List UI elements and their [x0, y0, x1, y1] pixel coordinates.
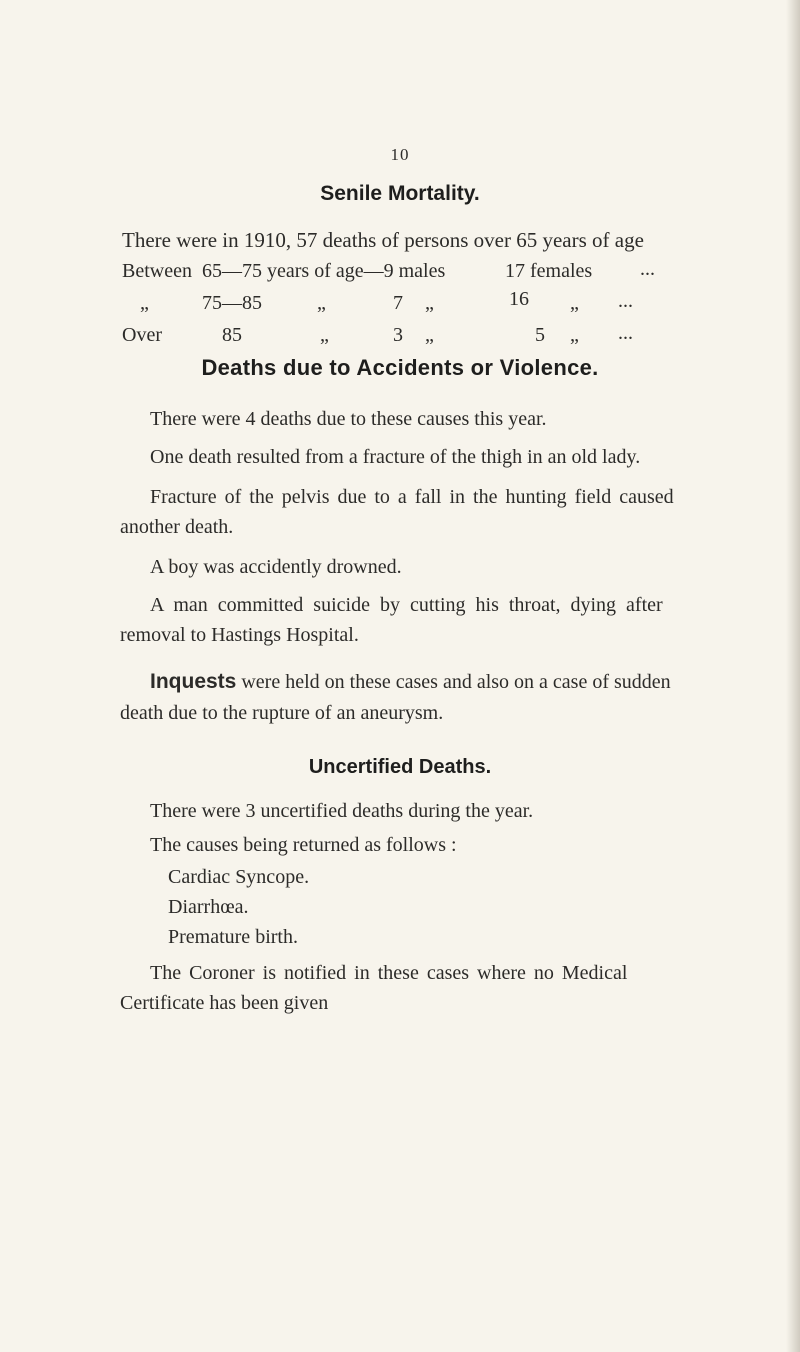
inquests-text: were held on these cases and also on a case of sudden: [241, 671, 671, 693]
row-range: 65—75 years of age—9 males: [202, 260, 446, 282]
inquests-paragraph: [150, 670, 671, 694]
accidents-paragraph: One death resulted from a fracture of the thigh in an old lady.: [150, 446, 641, 468]
ditto-mark: „: [320, 324, 329, 346]
uncertified-paragraph: There were 3 uncertified deaths during the year.: [150, 800, 534, 822]
uncertified-paragraph: The causes being returned as follows :: [150, 834, 457, 856]
row-dots: ...: [618, 322, 633, 344]
uncertified-paragraph-cont: Certificate has been given: [120, 992, 329, 1014]
ditto-mark: „: [425, 292, 434, 314]
ditto-mark: „: [570, 324, 579, 346]
accidents-paragraph-cont: another death.: [120, 516, 234, 538]
page-number: 10: [390, 145, 410, 164]
row-males: 3: [393, 324, 403, 346]
accidents-paragraph: A man committed suicide by cutting his throat, dying after: [150, 594, 663, 616]
row-label: Over: [122, 324, 162, 346]
row-females: 17 females: [505, 260, 593, 282]
row-label: Between: [122, 260, 192, 282]
row-label: „: [140, 292, 149, 314]
senile-intro: There were in 1910, 57 deaths of persons over 65 years of age: [122, 228, 644, 252]
cause-item: Premature birth.: [168, 926, 298, 948]
row-dots: ...: [640, 258, 655, 280]
heading-accidents: Deaths due to Accidents or Violence.: [201, 355, 599, 380]
accidents-paragraph: A boy was accidently drowned.: [150, 556, 402, 578]
accidents-paragraph-cont: removal to Hastings Hospital.: [120, 624, 359, 646]
row-females: 16: [509, 288, 529, 310]
row-range: 75—85: [202, 292, 262, 314]
accidents-paragraph: There were 4 deaths due to these causes this year.: [150, 408, 547, 430]
row-females: 5: [535, 324, 545, 346]
row-range: 85: [222, 324, 242, 346]
cause-item: Cardiac Syncope.: [168, 866, 310, 888]
uncertified-paragraph: The Coroner is notified in these cases where no Medical: [150, 962, 628, 984]
row-males: 7: [393, 292, 403, 314]
cause-item: Diarrhœa.: [168, 896, 249, 918]
heading-uncertified-deaths: Uncertified Deaths.: [308, 756, 492, 778]
ditto-mark: „: [570, 292, 579, 314]
ditto-mark: „: [425, 324, 434, 346]
heading-senile-mortality: Senile Mortality.: [320, 182, 480, 205]
row-dots: ...: [618, 290, 633, 312]
inquests-lead: Inquests: [150, 670, 237, 693]
ditto-mark: „: [317, 292, 326, 314]
inquests-paragraph-cont: death due to the rupture of an aneurysm.: [120, 702, 444, 724]
accidents-paragraph: Fracture of the pelvis due to a fall in the hunting field caused: [150, 486, 674, 508]
